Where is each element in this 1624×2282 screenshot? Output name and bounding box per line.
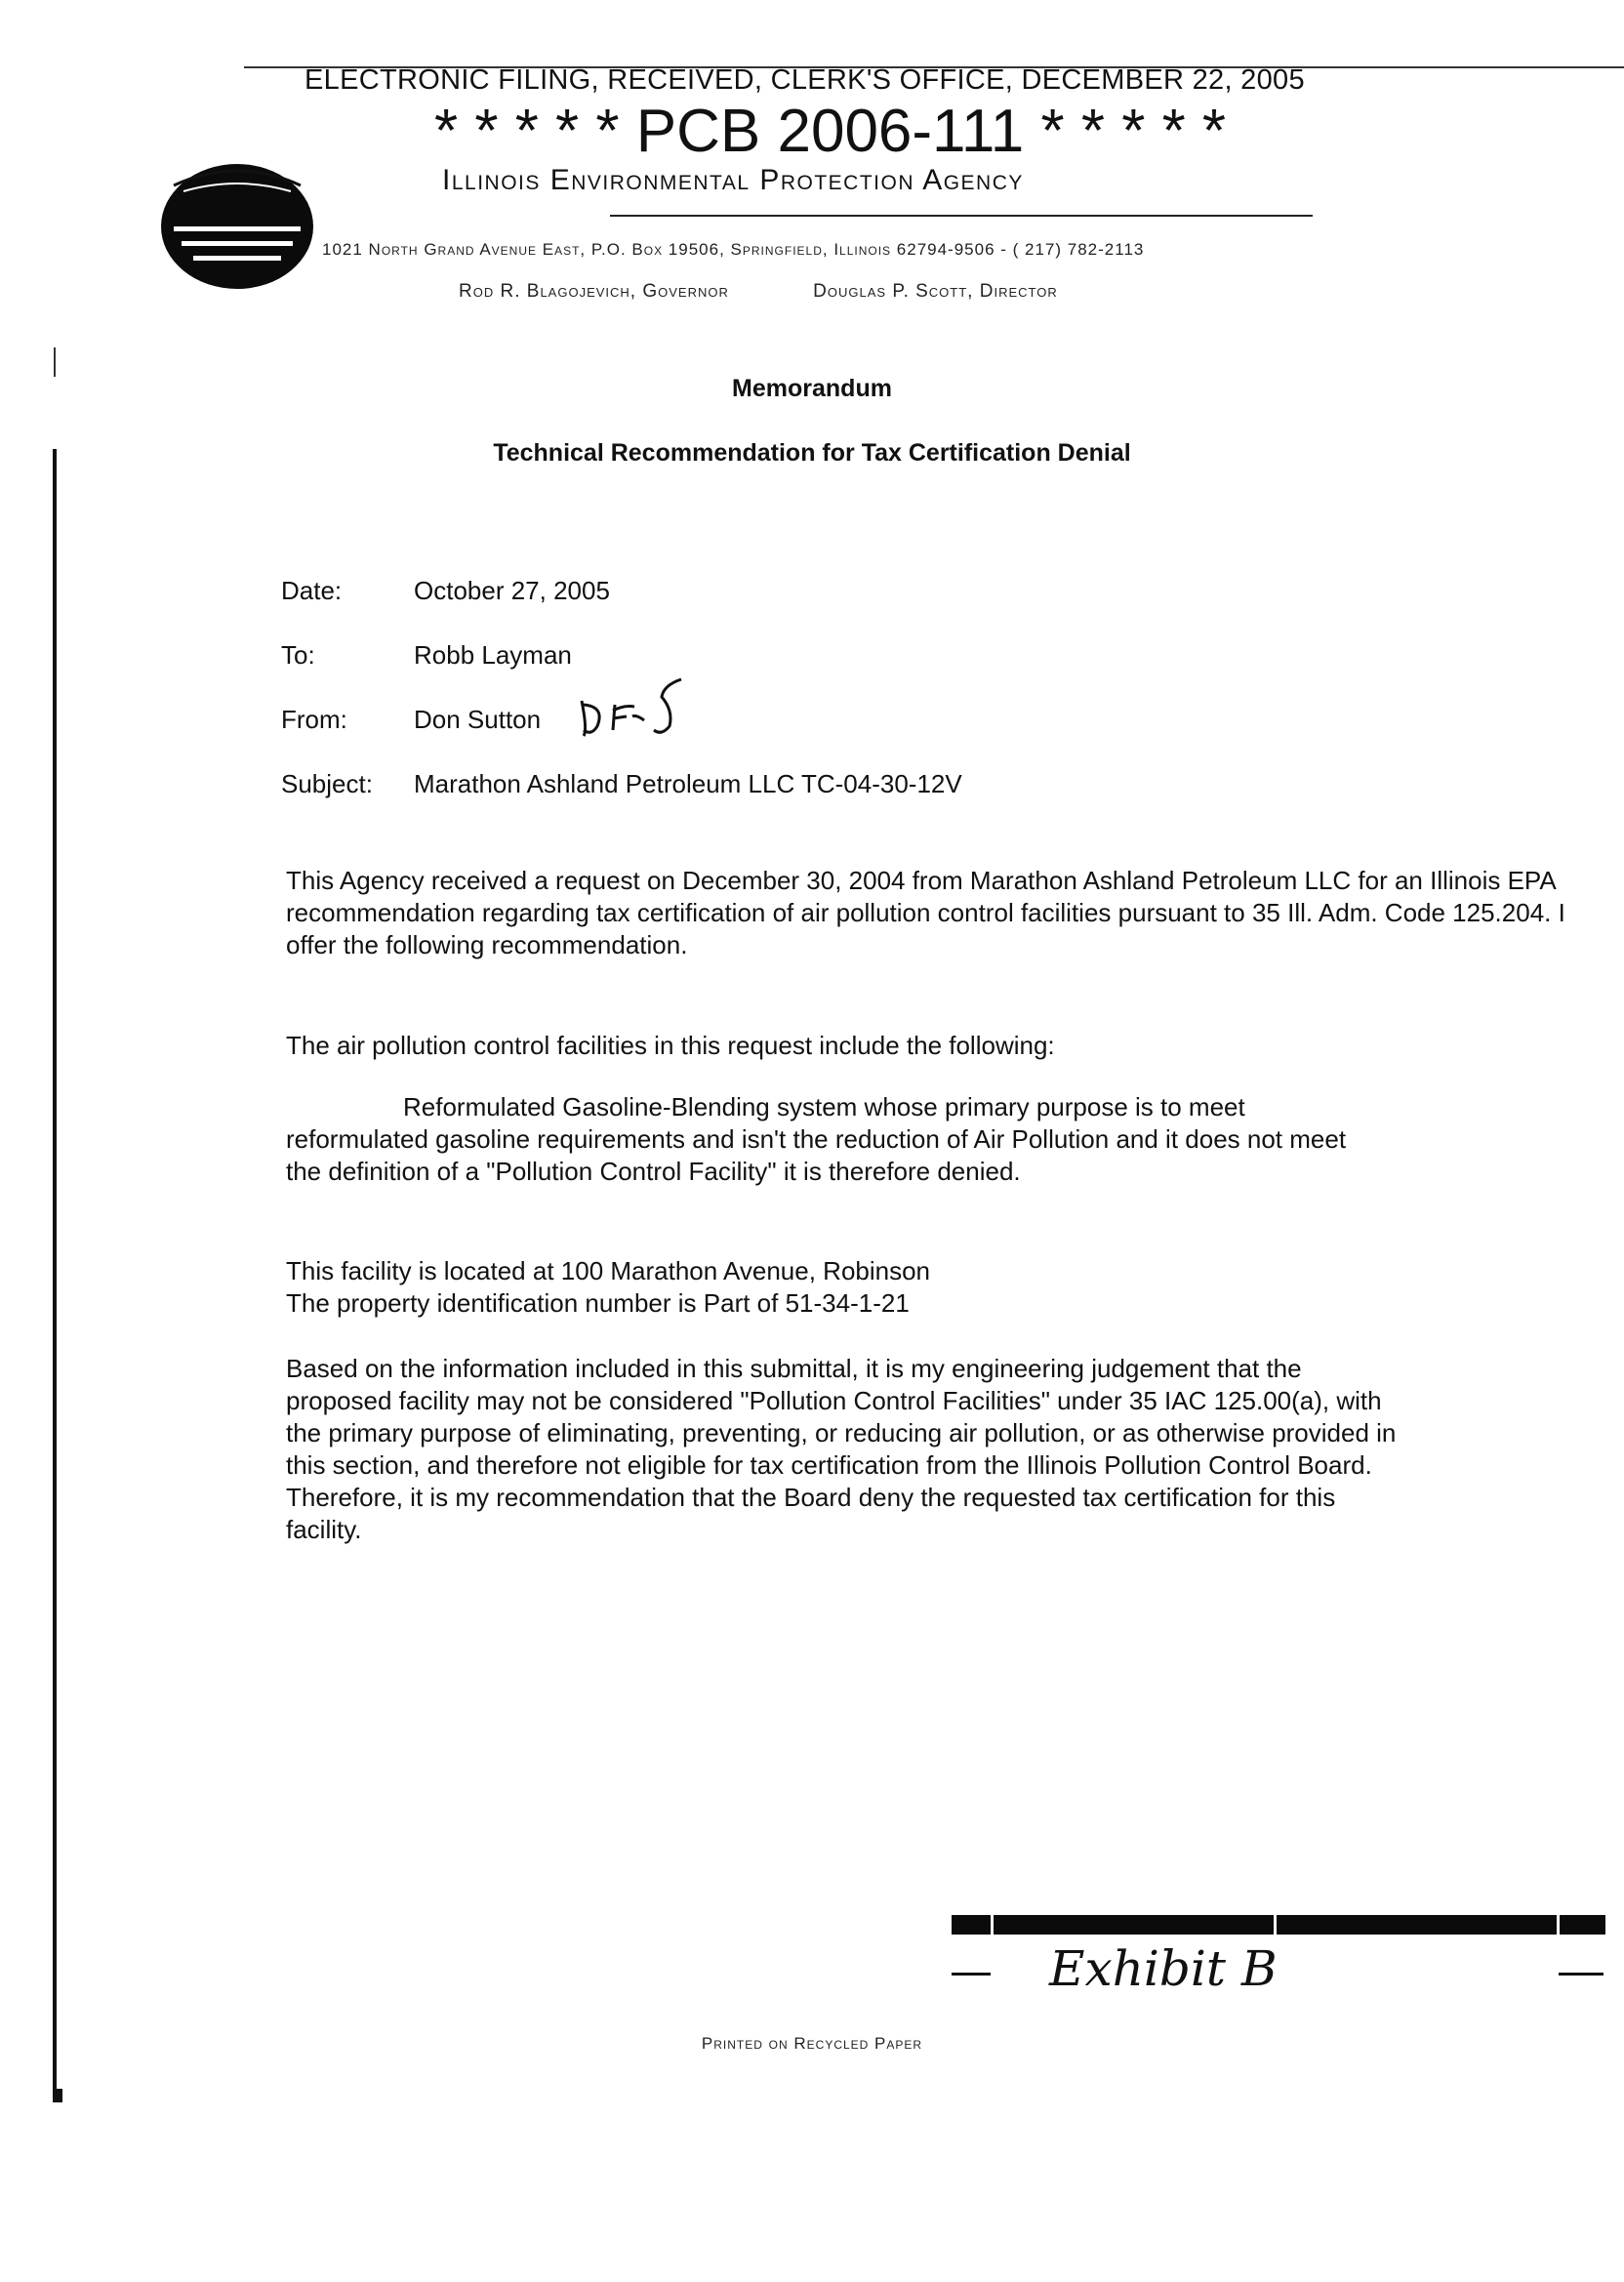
subject-field [281, 769, 962, 799]
date-value: October 27, 2005 [414, 576, 610, 605]
agency-underline [610, 215, 1313, 217]
intro-paragraph: This Agency received a request on December 30, 2004 from Marathon Ashland Petroleum LLC for an Illinois EPA recommendation regarding tax certification of air pollution control facilities pursuant to 35 Ill. Adm. Code 125.204. I offer the following recommendation. [286, 866, 1565, 959]
date-label: Date: [281, 576, 343, 605]
from-value: Don Sutton [414, 705, 542, 734]
from-field [281, 705, 541, 735]
director-name: Douglas P. Scott, Director [813, 281, 1058, 302]
date-field [281, 576, 610, 606]
recommendation-paragraph: Based on the information included in this submittal, it is my engineering judgement that the proposed facility may not be considered "Pollution Control Facilities" under 35 IAC 125.00(a), with the primary purpose of eliminating, preventing, or reducing air pollution, or as otherwise provided in this section, and therefore not eligible for tax certification from the Illinois Pollution Control Board. Therefore, it is my recommendation that the Board deny the requested tax certification for this facility. [286, 1354, 1397, 1544]
left-margin-bar [53, 449, 57, 2099]
to-label: To: [281, 640, 315, 670]
to-field [281, 640, 572, 671]
exhibit-dash-right [1559, 1973, 1604, 1976]
filing-stamp: ELECTRONIC FILING, RECEIVED, CLERK'S OFFICE, DECEMBER 22, 2005 [304, 64, 1305, 96]
margin-mark [54, 347, 56, 377]
handwritten-initials-icon [576, 672, 693, 740]
memo-title: Memorandum [732, 375, 892, 402]
left-margin-tick [53, 2089, 62, 2102]
agency-address: 1021 North Grand Avenue East, P.O. Box 19506, Springfield, Illinois 62794-9506 - ( 217) 782-2113 [322, 240, 1145, 259]
printed-note: Printed on Recycled Paper [701, 2034, 923, 2053]
from-label: From: [281, 705, 347, 734]
subject-label: Subject: [281, 769, 373, 798]
memo-subtitle: Technical Recommendation for Tax Certification Denial [493, 439, 1131, 467]
subject-value: Marathon Ashland Petroleum LLC TC-04-30-12V [414, 769, 962, 798]
location-line: This facility is located at 100 Marathon Avenue, Robinson [286, 1256, 931, 1285]
facility-description: Reformulated Gasoline-Blending system whose primary purpose is to meet reformulated gasoline requirements and isn't the reduction of Air Pollution and it does not meet the definition of a "Pollution Control Facility" it is therefore denied. [286, 1092, 1347, 1186]
exhibit-bar [952, 1913, 1605, 1936]
agency-name: Illinois Environmental Protection Agency [442, 164, 1024, 196]
property-line: The property identification number is Part of 51-34-1-21 [286, 1288, 910, 1318]
to-value: Robb Layman [414, 640, 572, 670]
governor-name: Rod R. Blagojevich, Governor [459, 281, 729, 302]
case-number: * * * * * PCB 2006-111 * * * * * [434, 98, 1227, 165]
officials-line [459, 281, 1058, 303]
exhibit-dash-left [952, 1973, 991, 1976]
facilities-intro: The air pollution control facilities in this request include the following: [286, 1031, 1055, 1060]
agency-seal-icon [154, 146, 320, 293]
exhibit-label: Exhibit B [1049, 1940, 1278, 1997]
